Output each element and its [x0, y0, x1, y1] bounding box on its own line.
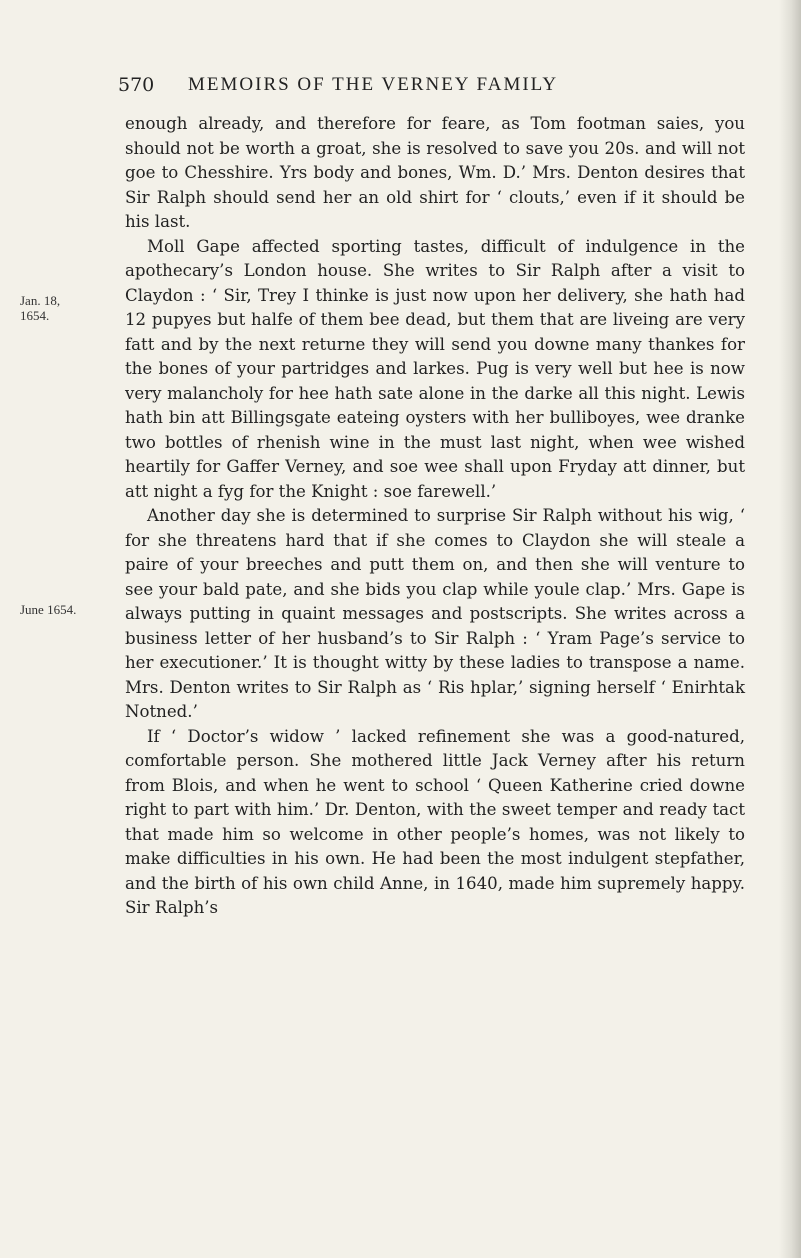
running-title: MEMOIRS OF THE VERNEY FAMILY	[188, 74, 559, 95]
margin-date-jan-1654: Jan. 18, 1654.	[20, 293, 61, 323]
paragraph-doctors-widow: If ‘ Doctor’s widow ’ lacked refinement she was a good-natured, comfortable person. She mothered little Jack Verney after his return from Blois, and when he went to school ‘ Queen Katherine cried downe right to part with him.’ Dr. Denton, with the sweet temper and ready tact that made him so welcome in other people’s homes, was not likely to make difficulties in his own. He had been the most indulgent stepfather, and the birth of his own child Anne, in 1640, made him supremely happy. Sir Ralph’s	[125, 726, 745, 917]
body-text	[125, 112, 745, 921]
paragraph-moll-gape: Moll Gape affected sporting tastes, difficult of indulgence in the apothecary’s London house. She writes to Sir Ralph after a visit to Claydon : ‘ Sir, Trey I thinke is just now upon her delivery, she hath had 12 pupyes but halfe of them bee dead, but them that are liveing are very fatt and by the next returne they will send you downe many thankes for the bones of your partridges and larkes. Pug is very well but hee is now very malancholy for hee hath sate alone in the darke all this night. Lewis hath bin att Billingsgate eateing oysters with her bulliboyes, wee dranke two bottles of rhenish wine in the must last night, when wee wished heartily for Gaffer Verney, and soe wee shall upon Fryday att dinner, but att night a fyg for the Knight : soe farewell.’	[125, 236, 745, 501]
page-number: 570	[118, 74, 155, 96]
paragraph-continued: enough already, and therefore for feare, as Tom footman saies, you should not be worth a groat, she is resolved to save you 20s. and will not goe to Chesshire. Yrs body and bones, Wm. D.’ Mrs. Denton desires that Sir Ralph should send her an old shirt for ‘ clouts,’ even if it should be his last.	[125, 114, 745, 231]
margin-date-june-1654: June 1654.	[20, 602, 77, 617]
running-head	[118, 74, 678, 104]
paragraph-another-day: Another day she is determined to surprise Sir Ralph without his wig, ‘ for she threatens hard that if she comes to Claydon she will steale a paire of your breeches and putt them on, and then she will venture to see your bald pate, and she bids you clap while youle clap.’ Mrs. Gape is always putting in quaint messages and postscripts. She writes across a business letter of her husband’s to Sir Ralph : ‘ Yram Page’s service to her executioner.’ It is thought witty by these ladies to transpose a name. Mrs. Denton writes to Sir Ralph as ‘ Ris hplar,’ signing herself ‘ Enirhtak Notned.’	[125, 506, 745, 721]
page-edge-shadow	[779, 0, 801, 1258]
